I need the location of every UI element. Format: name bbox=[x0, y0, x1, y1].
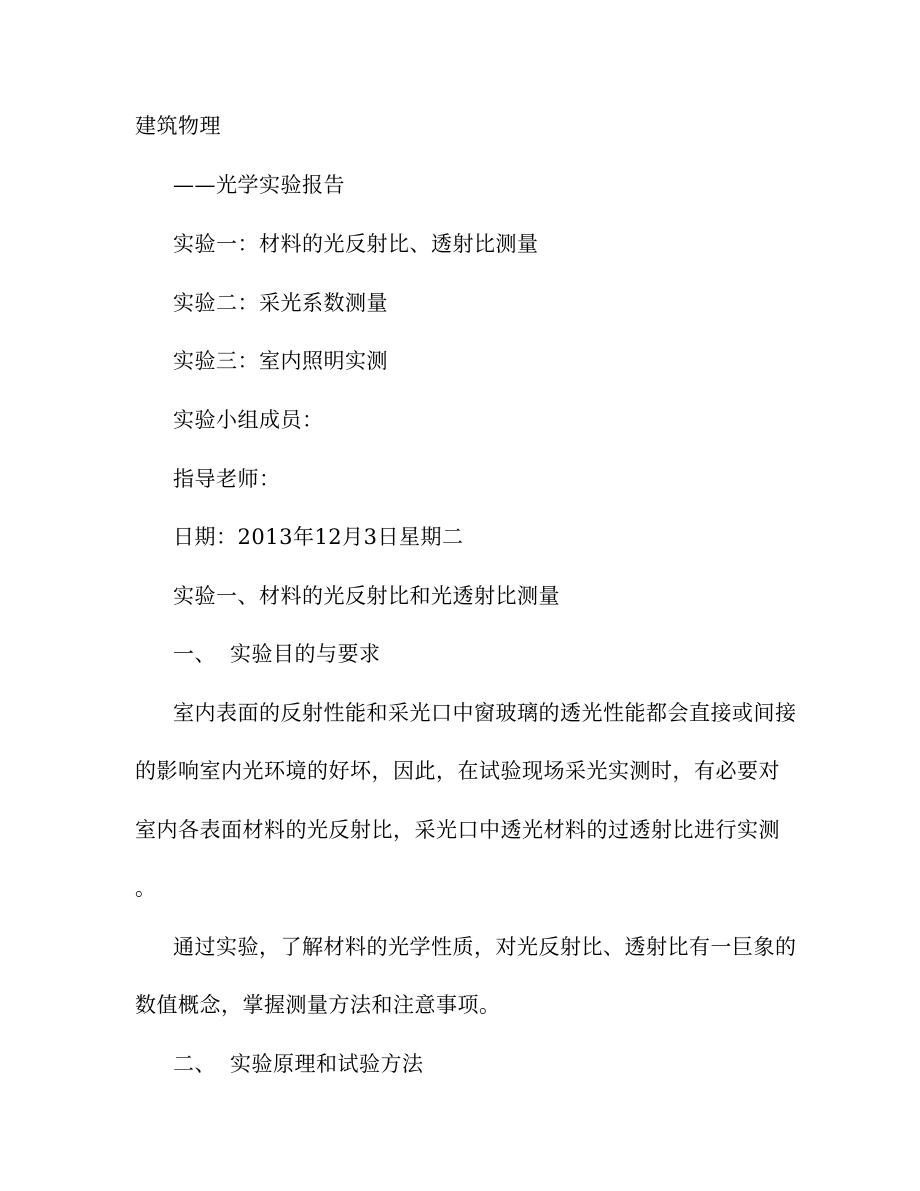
paragraph-line: 室内表面的反射性能和采光口中窗玻璃的透光性能都会直接或间接 bbox=[173, 701, 797, 725]
group-members-line: 实验小组成员： bbox=[173, 408, 324, 432]
experiment-3-line: 实验三：室内照明实测 bbox=[173, 349, 388, 373]
subsection-heading-1 bbox=[173, 640, 381, 668]
subsection-number: 一、 bbox=[173, 642, 216, 666]
paragraph-line: 数值概念，掌握测量方法和注意事项。 bbox=[135, 993, 501, 1017]
paragraph-line: 通过实验，了解材料的光学性质，对光反射比、透射比有一巨象的 bbox=[173, 935, 797, 959]
date-line: 日期：2013年12月3日星期二 bbox=[173, 525, 464, 549]
paragraph-line: 的影响室内光环境的好坏，因此，在试验现场采光实测时，有必要对 bbox=[135, 759, 780, 783]
paragraph-line: 室内各表面材料的光反射比，采光口中透光材料的过透射比进行实测 bbox=[135, 818, 780, 842]
document-title: 建筑物理 bbox=[135, 114, 221, 138]
experiment-2-line: 实验二：采光系数测量 bbox=[173, 291, 388, 315]
paragraph-line: 。 bbox=[135, 876, 157, 900]
experiment-1-line: 实验一：材料的光反射比、透射比测量 bbox=[173, 232, 539, 256]
document-subtitle: ——光学实验报告 bbox=[173, 173, 345, 197]
subsection-number: 二、 bbox=[173, 1052, 216, 1076]
instructor-line: 指导老师： bbox=[173, 467, 281, 491]
subsection-heading-2 bbox=[173, 1050, 424, 1078]
subsection-title: 实验目的与要求 bbox=[230, 642, 381, 666]
section-heading: 实验一、材料的光反射比和光透射比测量 bbox=[173, 584, 560, 608]
subsection-title: 实验原理和试验方法 bbox=[230, 1052, 424, 1076]
